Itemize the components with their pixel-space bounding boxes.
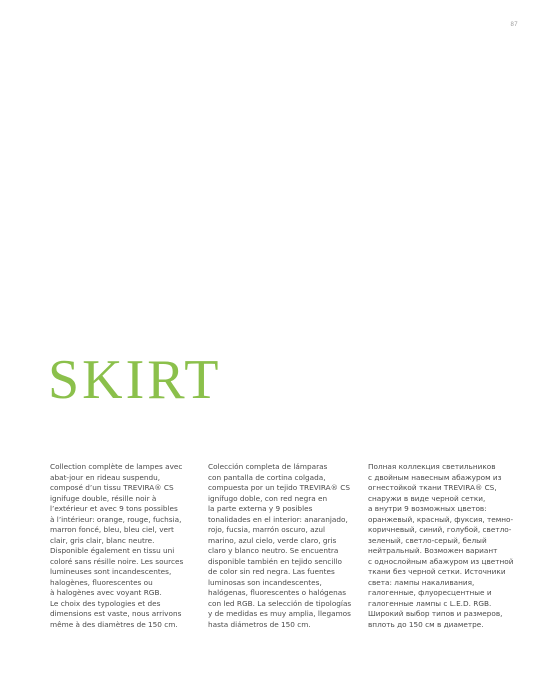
page-number: 87 <box>510 22 518 28</box>
description-russian: Полная коллекция светильников с двойным навесным абажуром из огнестойкой ткани TREVIRA® CS, снаружи в виде черной сетки, а внутри 9 возможных цветов: оранжевый, красный, фуксия, темно- коричневый, синий, голубой, светло- зеленый, светло-серый, белый нейтральный. Возможен вариант с однослойным абажуром из цветной ткани без черной сетки. Источники света: лампы накаливания, галогенные, флуоресцентные и галогенные лампы с L.E.D. RGB. Широкий выбор типов и размеров, вплоть до 150 см в диаметре. <box>368 462 514 629</box>
description-french: Collection complète de lampes avec abat-jour en rideau suspendu, composé d’un tissu TREVIRA® CS ignifuge double, résille noir à l’extérieur et avec 9 tons possibles à l’intérieur: orange, rouge, fuchsia, marron foncé, bleu, bleu ciel, vert clair, gris clair, blanc neutre. Disponible également en tissu uni coloré sans résille noire. Les sources lumineuses sont incandescentes, halogènes, fluorescentes ou à halogènes avec voyant RGB. Le choix des typologies et des dimensions est vaste, nous arrivons même à des diamètres de 150 cm. <box>50 462 184 629</box>
description-spanish: Colección completa de lámparas con pantalla de cortina colgada, compuesta por un tejido TREVIRA® CS ignífugo doble, con red negra en la parte externa y 9 posibles tonalidades en el interior: anaranjado, rojo, fucsia, marrón oscuro, azul marino, azul cielo, verde claro, gris claro y blanco neutro. Se encuentra disponible también en tejido sencillo de color sin red negra. Las fuentes luminosas son incandescentes, halógenas, fluorescentes o halógenas con led RGB. La selección de tipologías y de medidas es muy amplia, llegamos hasta diámetros de 150 cm. <box>208 462 352 629</box>
product-title: SKIRT <box>48 349 222 411</box>
